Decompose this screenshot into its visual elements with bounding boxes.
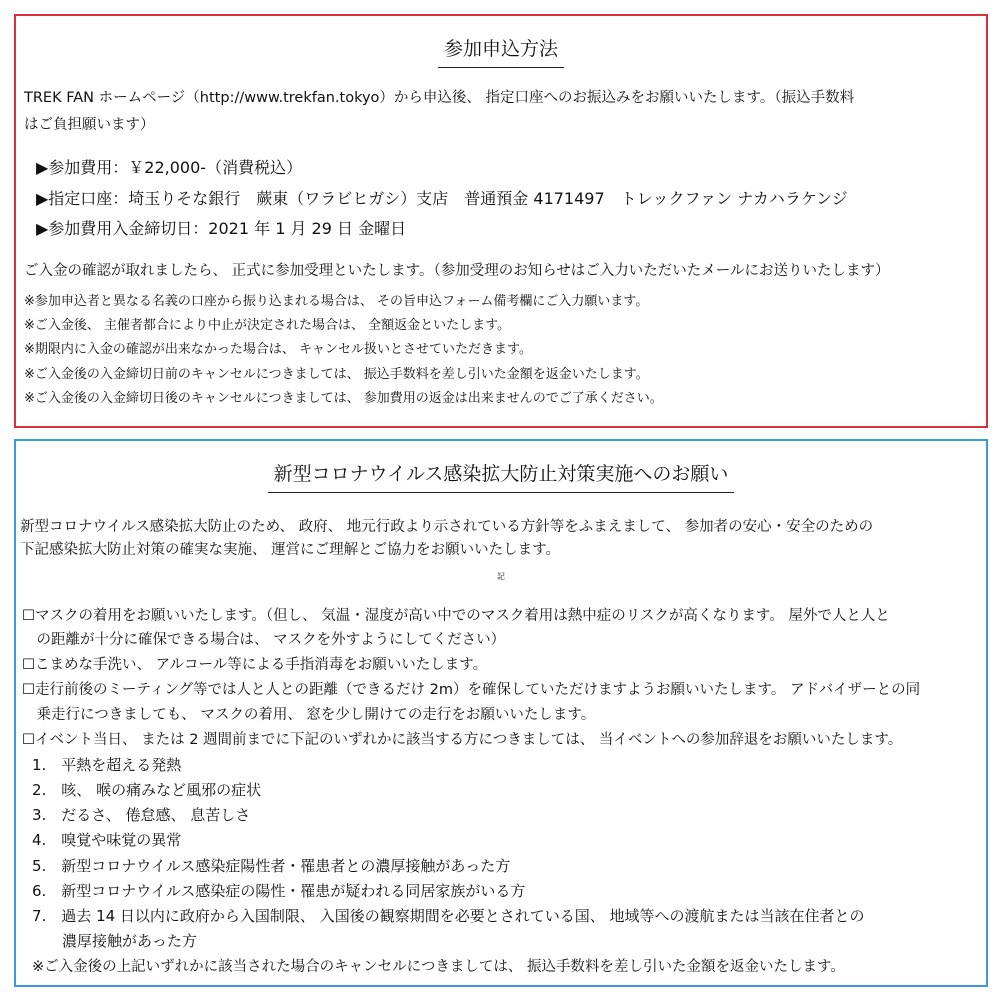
payment-note: ※ご入金後の入金締切日前のキャンセルにつきましては、 振込手数料を差し引いた金額を返金いたします。 xyxy=(24,367,649,382)
condition-item: 濃厚接触があった方 xyxy=(32,932,197,950)
fee-participation: ▶参加費用：￥22,000-（消費税込） xyxy=(36,158,303,177)
measure-item: ☐イベント当日、 または 2 週間前までに下記のいずれかに該当する方につきましては、 当イベントへの参加辞退をお願いいたします。 xyxy=(22,732,903,748)
measure-item: 乗走行につきましても、 マスクの着用、 窓を少し開けての走行をお願いいたします。 xyxy=(22,707,596,723)
payment-note: ※期限内に入金の確認が出来なかった場合は、 キャンセル扱いとさせていただきます。 xyxy=(24,342,532,357)
measure-item: の距離が十分に確保できる場合は、 マスクを外すようにしてください） xyxy=(22,632,506,648)
covid-measures-title: 新型コロナウイルス感染拡大防止対策実施へのお願い xyxy=(268,459,735,493)
condition-item: 7. 過去 14 日以内に政府から入国制限、 入国後の観察期間を必要とされている国、 地域等への渡航または当該在住者との xyxy=(32,907,865,925)
covid-intro-line-1: 新型コロナウイルス感染拡大防止のため、 政府、 地元行政より示されている方針等をふまえまして、 参加者の安心・安全のための xyxy=(20,519,874,535)
condition-item: 6. 新型コロナウイルス感染症の陽性・罹患が疑われる同居家族がいる方 xyxy=(32,882,526,900)
condition-item: 3. だるさ、 倦怠感、 息苦しさ xyxy=(32,806,251,824)
payment-method-heading-wrap xyxy=(16,34,986,68)
fee-deadline: ▶参加費用入金締切日：2021 年 1 月 29 日 金曜日 xyxy=(36,219,407,238)
condition-item: 2. 咳、 喉の痛みなど風邪の症状 xyxy=(32,781,262,799)
payment-confirmation: ご入金の確認が取れましたら、 正式に参加受理といたします。（参加受理のお知らせはご入力いただいたメールにお送りいたします） xyxy=(24,263,890,279)
measure-item: ☐走行前後のミーティング等では人と人との距離（できるだけ 2m）を確保していただけますようお願いいたします。 アドバイザーとの同 xyxy=(22,682,921,698)
covid-footnote: ※ご入金後の上記いずれかに該当された場合のキャンセルにつきましては、 振込手数料を差し引いた金額を返金いたします。 xyxy=(32,959,845,975)
condition-item: 5. 新型コロナウイルス感染症陽性者・罹患者との濃厚接触があった方 xyxy=(32,857,511,875)
covid-intro-line-2: 下記感染拡大防止対策の確実な実施、 運営にご理解とご協力をお願いいたします。 xyxy=(20,542,560,558)
payment-method-title: 参加申込方法 xyxy=(438,34,564,68)
payment-note: ※参加申込者と異なる名義の口座から振り込まれる場合は、 その旨申込フォーム備考欄にご入力願います。 xyxy=(24,294,649,309)
payment-note: ※ご入金後の入金締切日後のキャンセルにつきましては、 参加費用の返金は出来ませんのでご了承ください。 xyxy=(24,391,663,406)
payment-note: ※ご入金後、 主催者都合により中止が決定された場合は、 全額返金といたします。 xyxy=(24,318,511,333)
payment-intro-line-2: はご負担願います） xyxy=(24,117,155,133)
measure-item: ☐マスクの着用をお願いいたします。（但し、 気温・湿度が高い中でのマスク着用は熱中症のリスクが高くなります。 屋外で人と人と xyxy=(22,608,890,624)
payment-intro-line-1: TREK FAN ホームページ（http://www.trekfan.tokyo）から申込後、 指定口座へのお振込みをお願いいたします。（振込手数料 xyxy=(24,90,855,106)
condition-item: 1. 平熱を超える発熱 xyxy=(32,756,182,774)
covid-heading-wrap xyxy=(16,459,986,493)
payment-method-section xyxy=(14,14,988,428)
covid-measures-section xyxy=(14,439,988,987)
condition-item: 4. 嗅覚や味覚の異常 xyxy=(32,831,182,849)
ki-label: 記 xyxy=(497,572,505,581)
measure-item: ☐こまめな手洗い、 アルコール等による手指消毒をお願いいたします。 xyxy=(22,657,488,673)
fee-bank-account: ▶指定口座：埼玉りそな銀行 蕨東（ワラビヒガシ）支店 普通預金 4171497 トレックファン ナカハラケンジ xyxy=(36,189,848,208)
